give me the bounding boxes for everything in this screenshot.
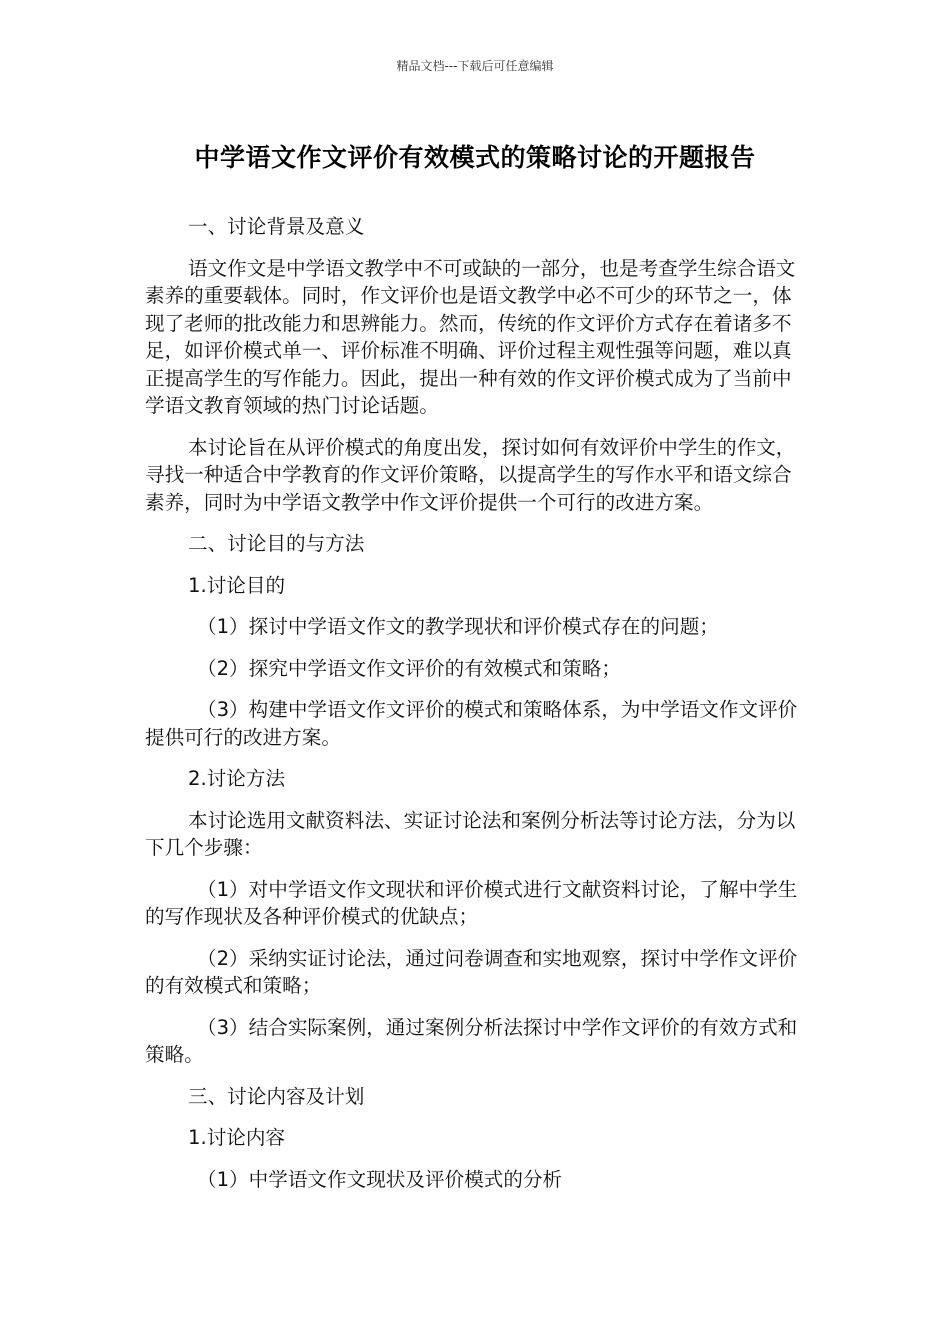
- page-header: 精品文档---下载后可任意编辑: [396, 59, 554, 73]
- body-paragraph: 本讨论选用文献资料法、实证讨论法和案例分析法等讨论方法，分为以下几个步骤：: [145, 808, 796, 859]
- list-item: （2）采纳实证讨论法，通过问卷调查和实地观察，探讨中学作文评价的有效模式和策略；: [145, 946, 798, 997]
- list-item: （1）对中学语文作文现状和评价模式进行文献资料讨论，了解中学生的写作现状及各种评价模式的优缺点；: [145, 877, 798, 928]
- list-item: （3）结合实际案例，通过案例分析法探讨中学作文评价的有效方式和策略。: [145, 1015, 798, 1066]
- section-heading: 三、讨论内容及计划: [188, 1084, 365, 1108]
- body-paragraph: 语文作文是中学语文教学中不可或缺的一部分，也是考查学生综合语文素养的重要载体。同时，作文评价也是语文教学中必不可少的环节之一，体现了老师的批改能力和思辨能力。然而，传统的作文评价方式存在着诸多不足，如评价模式单一、评价标准不明确、评价过程主观性强等问题，难以真正提高学生的写作能力。因此，提出一种有效的作文评价模式成为了当前中学语文教育领域的热门讨论话题。: [145, 256, 796, 417]
- subsection-heading: 1.讨论目的: [188, 573, 286, 597]
- section-heading: 一、讨论背景及意义: [188, 215, 365, 238]
- list-item: （1）探讨中学语文作文的教学现状和评价模式存在的问题；: [197, 615, 719, 638]
- subsection-heading: 1.讨论内容: [188, 1126, 286, 1149]
- document-body: [145, 213, 805, 1207]
- body-paragraph: 本讨论旨在从评价模式的角度出发，探讨如何有效评价中学生的作文，寻找一种适合中学教育的作文评价策略，以提高学生的写作水平和语文综合素养，同时为中学语文教学中作文评价提供一个可行的改进方案。: [145, 435, 796, 514]
- list-item: （1）中学语文作文现状及评价模式的分析: [197, 1167, 563, 1191]
- list-item: （3）构建中学语文作文评价的模式和策略体系，为中学语文作文评价提供可行的改进方案。: [145, 698, 798, 749]
- section-heading: 二、讨论目的与方法: [188, 532, 365, 555]
- subsection-heading: 2.讨论方法: [188, 767, 286, 790]
- document-title: 中学语文作文评价有效模式的策略讨论的开题报告: [194, 143, 756, 172]
- list-item: （2）探究中学语文作文评价的有效模式和策略；: [197, 656, 621, 680]
